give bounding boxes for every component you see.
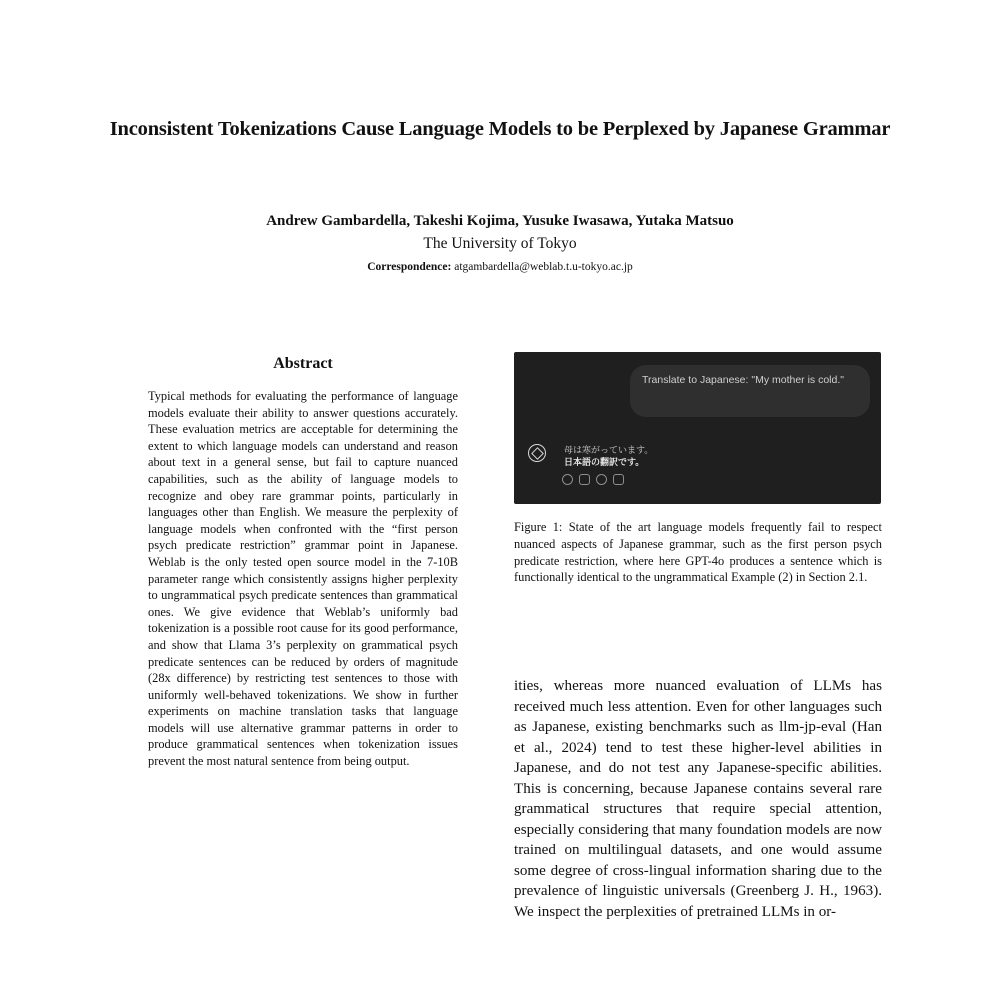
abstract-text: Typical methods for evaluating the performance of language models evaluate their ability to answer questions accurately. These evaluation metrics are acceptable for determining the extent to which language models can understand and reason about text in a general sense, but fail to capture nuanced capabilities, such as the ability of language models to recognize and obey rare grammar points, particularly in languages other than English. We measure the perplexity of language models when confronted with the “first person psych predicate restriction” grammar point in Japanese. Weblab is the only tested open source model in the 7-10B parameter range which consistently assigns higher perplexity to ungrammatical psych predicate sentences than grammatical ones. We give evidence that Weblab’s uniformly bad tokenization is a possible root cause for its good performance, and show that Llama 3’s perplexity on grammatical psych predicate sentences can be reduced by orders of magnitude (28x difference) by restricting test sentences to those with uniformly well-behaved tokenizations. We show in further experiments on machine translation tasks that language models will use alternative grammar patterns in order to produce grammatical sentences when tokenization issues prevent the most natural sentence from being output. <box>148 389 458 769</box>
regenerate-icon[interactable] <box>596 474 607 485</box>
correspondence-label: Correspondence: <box>367 261 452 273</box>
paper-title: Inconsistent Tokenizations Cause Language Models to be Perplexed by Japanese Grammar <box>109 118 891 140</box>
speaker-icon[interactable] <box>562 474 573 485</box>
body-paragraph: ities, whereas more nuanced evaluation of LLMs has received much less attention. Even for other languages such as Japanese, existing benchmarks such as llm-jp-eval (Han et al., 2024) tend to test these higher-level abilities in Japanese, and do not test any Japanese-specific abilities. This is concerning, because Japanese contains several rare grammatical structures that require special attention, especially considering that many foundation models are now trained on multilingual datasets, and one would assume some degree of cross-lingual information sharing due to the prevalence of linguistic universals (Greenberg J. H., 1963). We inspect the perplexities of pretrained LLMs in or- <box>514 678 882 920</box>
figure-caption: Figure 1: State of the art language models frequently fail to respect nuanced aspects of Japanese grammar, such as the first person psych predicate restriction, where here GPT-4o produces a sentence which is functionally identical to the ungrammatical Example (2) in Section 2.1. <box>514 520 882 585</box>
assistant-reply-line: 日本語の翻訳です。 <box>564 457 645 467</box>
thumbs-down-icon[interactable] <box>613 474 624 485</box>
abstract-heading: Abstract <box>273 355 333 372</box>
reply-actions <box>562 474 624 485</box>
figure-1-screenshot <box>514 352 881 504</box>
assistant-reply-line: 母は寒がっています。 <box>564 445 654 455</box>
correspondence <box>100 258 900 276</box>
correspondence-email[interactable]: atgambardella@weblab.t.u-tokyo.ac.jp <box>454 261 633 273</box>
assistant-reply <box>564 444 764 468</box>
assistant-logo-icon <box>528 444 546 462</box>
author-list: Andrew Gambardella, Takeshi Kojima, Yusuke Iwasawa, Yutaka Matsuo <box>266 213 734 229</box>
copy-icon[interactable] <box>579 474 590 485</box>
user-prompt-bubble: Translate to Japanese: "My mother is cold." <box>630 365 870 417</box>
affiliation: The University of Tokyo <box>423 235 577 252</box>
